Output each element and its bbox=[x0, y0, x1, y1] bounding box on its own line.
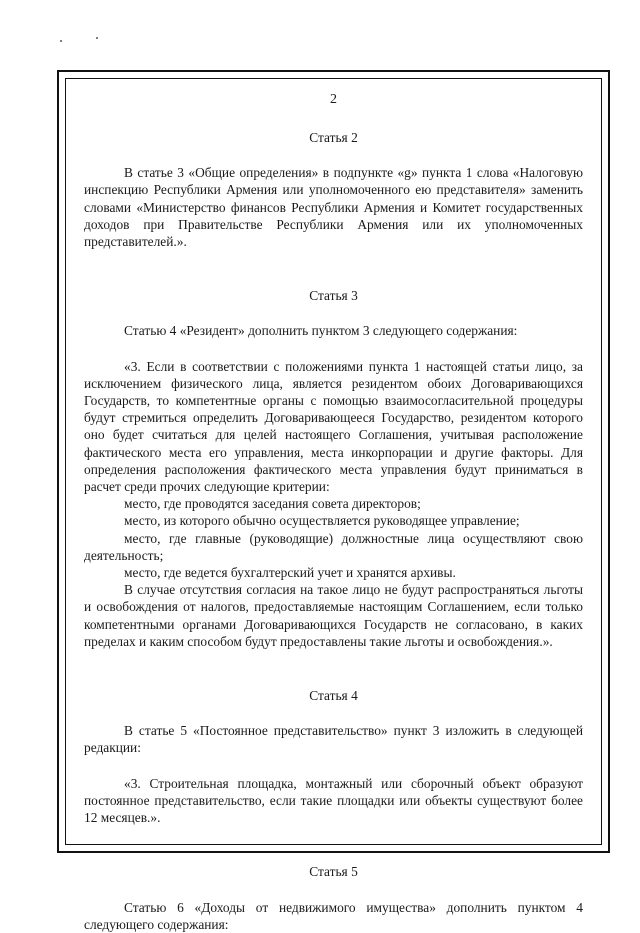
criteria-item: место, из которого обычно осуществляется руководящее управление; bbox=[124, 513, 520, 529]
criteria-item: место, где проводятся заседания совета директоров; bbox=[124, 496, 421, 512]
page-number: 2 bbox=[330, 92, 337, 107]
scan-speck bbox=[60, 40, 62, 42]
section-spacer bbox=[84, 250, 583, 287]
article-2 bbox=[84, 129, 583, 250]
article-paragraph: В статье 5 «Постоянное представительство» пункт 3 изложить в следующей редакции: bbox=[84, 723, 583, 756]
article-heading: Статья 4 bbox=[309, 688, 358, 704]
article-heading: Статья 2 bbox=[309, 130, 358, 145]
article-heading: Статья 5 bbox=[309, 864, 358, 880]
document-body bbox=[65, 78, 602, 932]
article-3 bbox=[84, 287, 583, 650]
section-spacer bbox=[84, 826, 583, 863]
criteria-item: место, где главные (руководящие) должностные лица осуществляют свою деятельность; bbox=[84, 530, 583, 563]
article-paragraph: Статью 6 «Доходы от недвижимого имущества» дополнить пунктом 4 следующего содержания: bbox=[84, 899, 583, 932]
article-paragraph: В статье 3 «Общие определения» в подпункте «g» пункта 1 слова «Налоговую инспекцию Республики Армения или уполномоченного ею представителя» заменить словами «Министерство финансов Республики Армения и Комитет государственных доходов при Правительстве Республики Армения или их уполномоченных представителей.». bbox=[84, 165, 583, 250]
criteria-item: место, где ведется бухгалтерский учет и хранятся архивы. bbox=[124, 565, 456, 581]
article-5 bbox=[84, 863, 583, 933]
article-paragraph: В случае отсутствия согласия на такое лицо не будут распространяться льготы и освобождения от налогов, предоставляемые настоящим Соглашением, если только компетентными органами Договаривающихся Государств не согласовано, в каких пределах и каким способом будут предоставлены такие льготы и освобождения.». bbox=[84, 582, 583, 649]
article-4 bbox=[84, 687, 583, 826]
section-spacer bbox=[84, 650, 583, 687]
quoted-clause-paragraph: «3. Если в соответствии с положениями пункта 1 настоящей статьи лицо, за исключением физического лица, является резидентом обоих Договаривающихся Государств, то компетентные органы с помощью взаимосогласительной процедуры будут стремиться определить Договаривающееся Государство, резидентом которого оно будет считаться для целей настоящего Соглашения, учитывая расположение фактического места его управления, места инкорпорации и другие факторы. Для определения расположения фактического места управления будут приниматься в расчет среди прочих следующие критерии: bbox=[84, 358, 583, 495]
scan-speck bbox=[96, 37, 98, 39]
quoted-clause-paragraph: «3. Строительная площадка, монтажный или сборочный объект образуют постоянное представительство, если такие площадки или объекты существуют более 12 месяцев.». bbox=[84, 775, 583, 826]
article-paragraph: Статью 4 «Резидент» дополнить пунктом 3 следующего содержания: bbox=[124, 323, 518, 339]
article-heading: Статья 3 bbox=[309, 288, 358, 304]
